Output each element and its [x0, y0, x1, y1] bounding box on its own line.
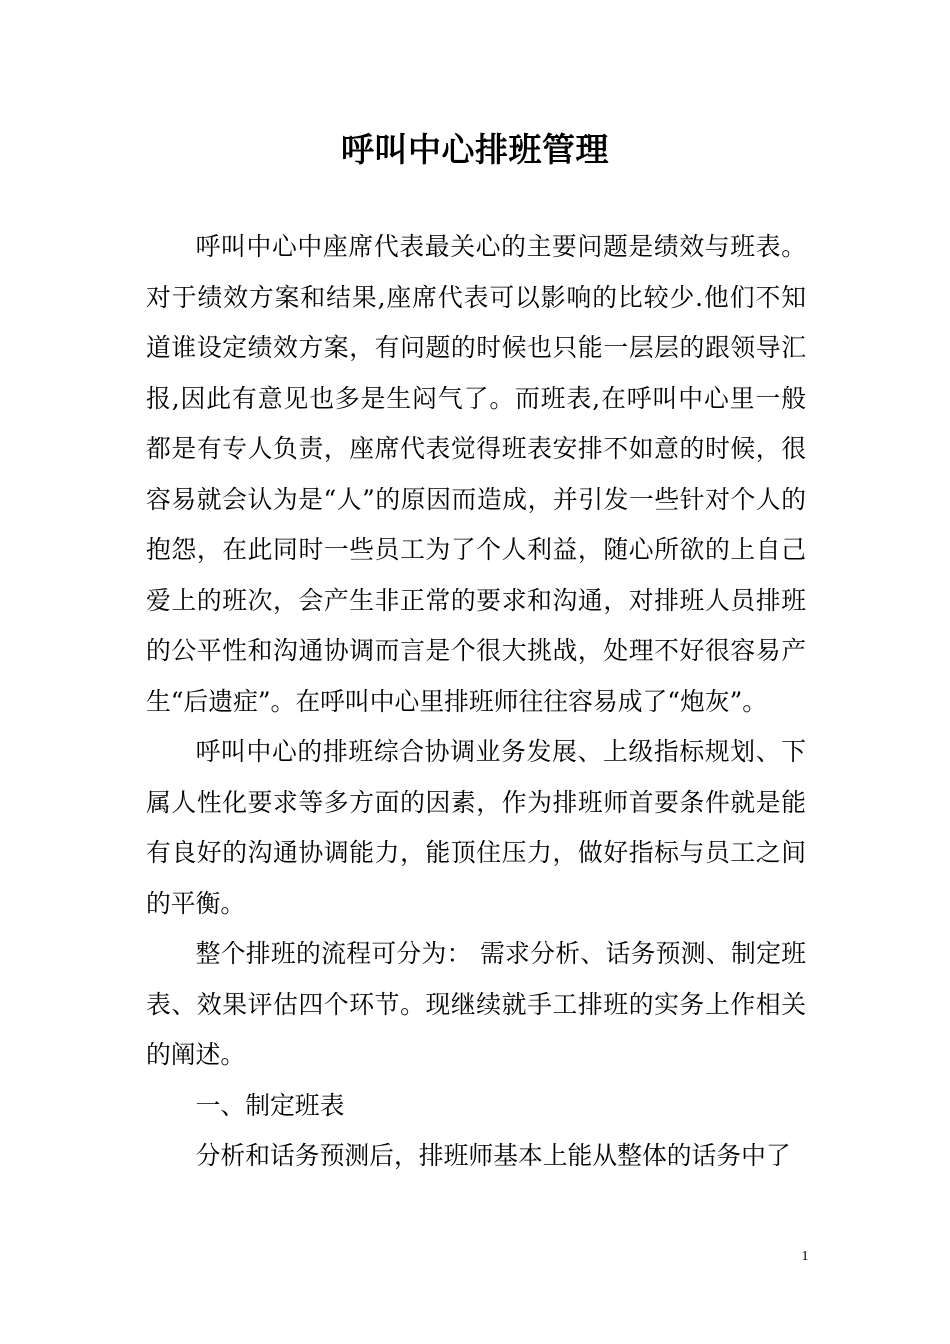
paragraph-intro: 呼叫中心中座席代表最关心的主要问题是绩效与班表。对于绩效方案和结果,座席代表可以影响的比较少.他们不知道谁设定绩效方案，有问题的时候也只能一层层的跟领导汇报,因此有意见也多是生闷气了。而班表,在呼叫中心里一般都是有专人负责，座席代表觉得班表安排不如意的时候，很容易就会认为是“人”的原因而造成，并引发一些针对个人的抱怨，在此同时一些员工为了个人利益，随心所欲的上自己爱上的班次，会产生非正常的要求和沟通，对排班人员排班的公平性和沟通协调而言是个很大挑战，处理不好很容易产生“后遗症”。在呼叫中心里排班师往往容易成了“炮灰”。 — [146, 232, 806, 716]
document-body — [146, 222, 806, 1182]
paragraph-coordination: 呼叫中心的排班综合协调业务发展、上级指标规划、下属人性化要求等多方面的因素，作为排班师首要条件就是能有良好的沟通协调能力，能顶住压力，做好指标与员工之间的平衡。 — [146, 737, 806, 918]
paragraph-section-start: 分析和话务预测后，排班师基本上能从整体的话务中了 — [195, 1141, 791, 1170]
document-title: 呼叫中心排班管理 — [341, 130, 609, 169]
paragraph-process: 整个排班的流程可分为： 需求分析、话务预测、制定班表、效果评估四个环节。现继续就手工排班的实务上作相关的阐述。 — [146, 939, 806, 1069]
page-number: 1 — [801, 1249, 809, 1264]
section-heading: 一、制定班表 — [195, 1090, 345, 1120]
